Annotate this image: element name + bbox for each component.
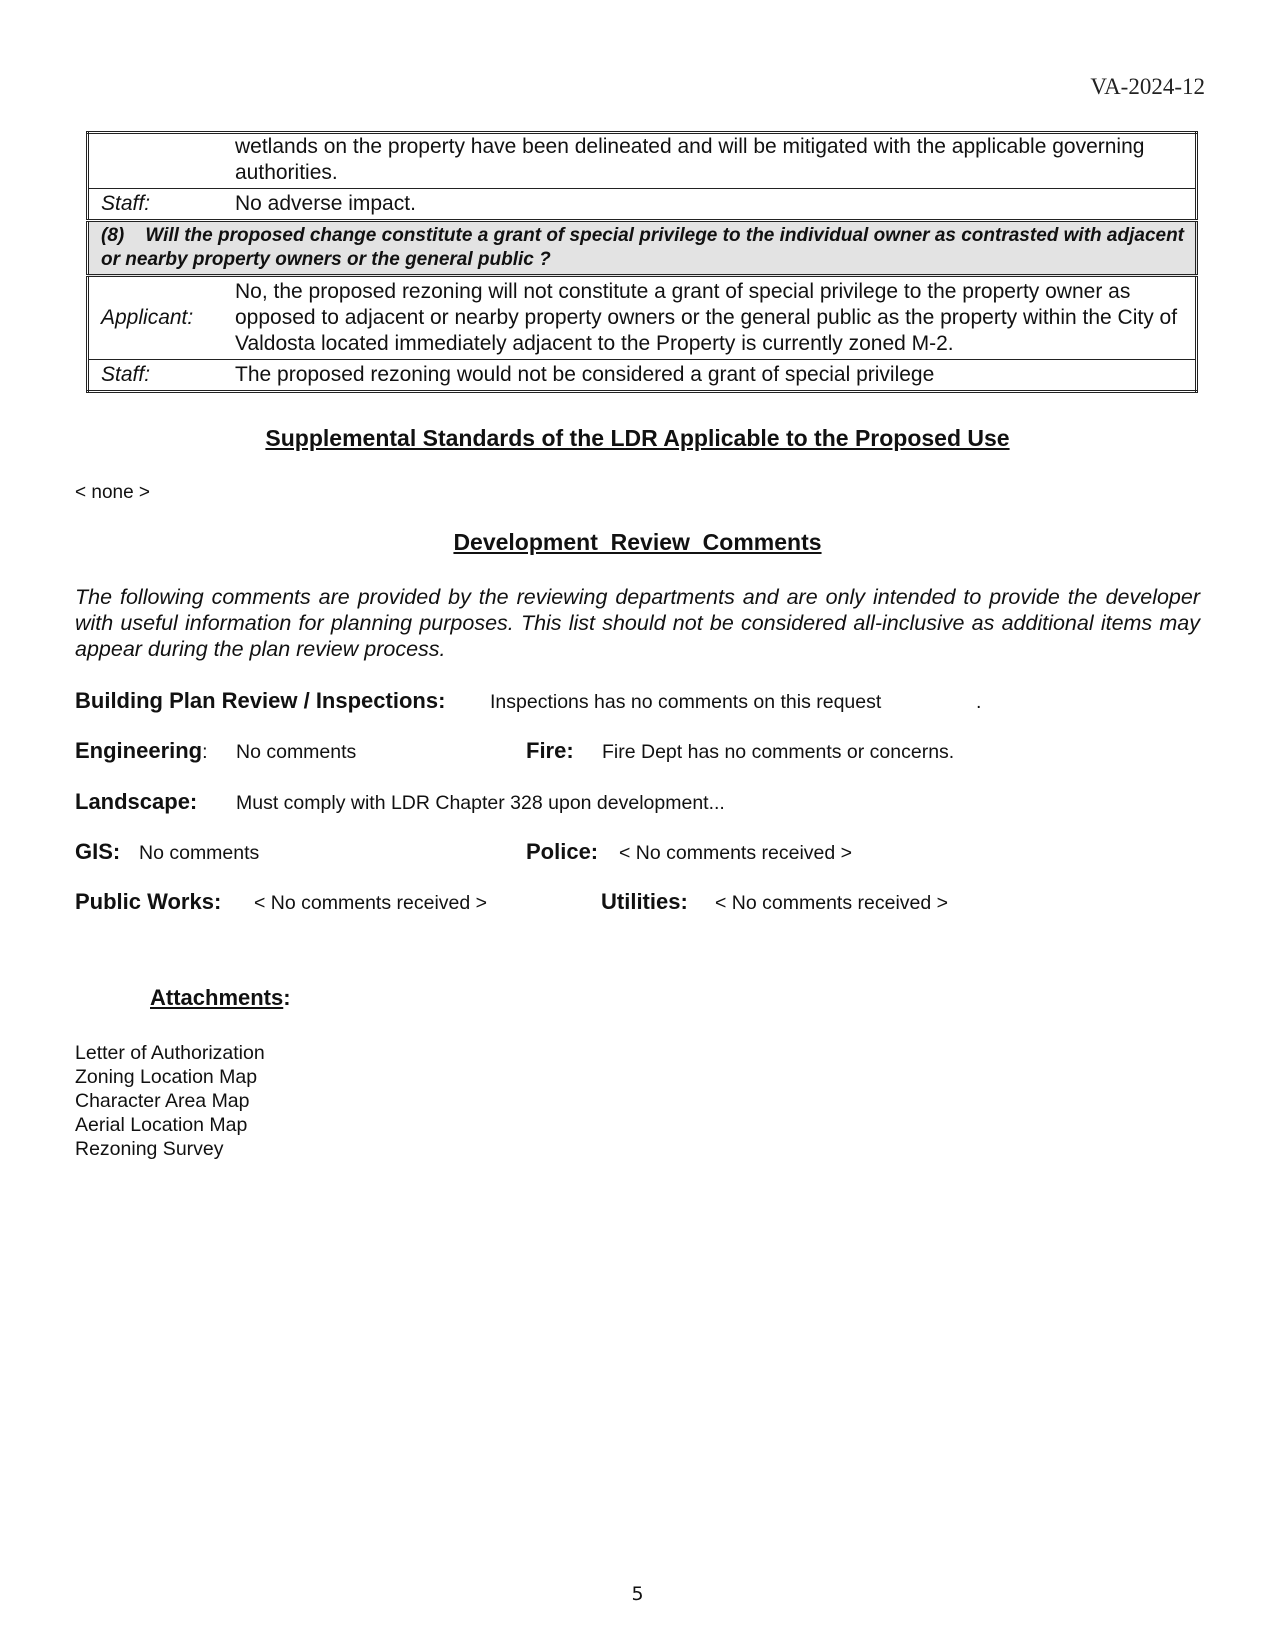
building-label: Building Plan Review / Inspections: — [75, 688, 446, 713]
utilities-label: Utilities: — [601, 889, 688, 914]
applicant-label: Applicant: — [88, 276, 224, 360]
fire-review — [526, 738, 574, 764]
public-works-comment-wrap — [254, 892, 487, 915]
table-row — [88, 276, 1197, 360]
utilities-comment-wrap — [715, 892, 948, 915]
fire-comment: Fire Dept has no comments or concerns. — [602, 741, 955, 763]
fire-comment-wrap — [602, 741, 954, 764]
applicant-response: No, the proposed rezoning will not constitute a grant of special privilege to the property owner as opposed to adjacent or nearby property owners or the general public as the property within the City of Valdosta located immediately adjacent to the Property is currently zoned M-2. — [223, 276, 1197, 360]
document-id: VA-2024-12 — [1090, 74, 1205, 99]
table-row — [88, 360, 1197, 392]
landscape-label: Landscape: — [75, 789, 198, 814]
police-review — [526, 839, 598, 865]
review-heading: Development Review Comments — [453, 529, 822, 555]
gis-label: GIS: — [75, 839, 121, 864]
police-label: Police: — [526, 839, 599, 864]
staff-response: The proposed rezoning would not be considered a grant of special privilege — [223, 360, 1197, 392]
public-works-comment: < No comments received > — [254, 892, 488, 914]
police-comment: < No comments received > — [619, 842, 853, 864]
supplemental-none: < none > — [75, 482, 151, 503]
list-item: Aerial Location Map — [75, 1114, 248, 1136]
engineering-label: Engineering — [75, 738, 203, 763]
list-item: Rezoning Survey — [75, 1138, 224, 1160]
police-comment-wrap — [619, 842, 852, 865]
utilities-comment: < No comments received > — [715, 892, 949, 914]
staff-label: Staff: — [88, 189, 224, 221]
building-comment: Inspections has no comments on this request — [490, 691, 882, 713]
role-cell-empty — [88, 133, 224, 189]
supplemental-heading: Supplemental Standards of the LDR Applicable to the Proposed Use — [265, 425, 1010, 451]
building-review — [75, 688, 445, 714]
list-item: Letter of Authorization — [75, 1042, 265, 1064]
table-row — [88, 221, 1197, 276]
table-row — [88, 189, 1197, 221]
gis-comment: No comments — [139, 842, 260, 864]
question-8: (8) Will the proposed change constitute a grant of special privilege to the individual owner as contrasted with adjacent or nearby property owners or the general public ? — [88, 221, 1197, 276]
page-number: 5 — [631, 1583, 644, 1605]
landscape-comment: Must comply with LDR Chapter 328 upon development... — [236, 792, 725, 814]
table-row — [88, 133, 1197, 189]
attachments-title — [150, 985, 291, 1011]
utilities-review — [601, 889, 688, 915]
gis-review — [75, 839, 120, 865]
engineering-review — [75, 738, 208, 764]
attachments-title-text: Attachments — [150, 985, 284, 1010]
engineering-comment-wrap — [236, 741, 356, 764]
staff-response: No adverse impact. — [223, 189, 1197, 221]
review-intro: The following comments are provided by the reviewing departments and are only intended to provide the developer with useful information for planning purposes. This list should not be considered all-inclusive as additional items may appear during the plan review process. — [75, 585, 1200, 661]
public-works-label: Public Works: — [75, 889, 222, 914]
list-item: Zoning Location Map — [75, 1066, 258, 1088]
gis-comment-wrap — [139, 842, 259, 865]
building-comment-wrap — [490, 691, 881, 714]
attachments-title-colon: : — [283, 985, 291, 1010]
building-trail: . — [976, 691, 982, 713]
building-trail-wrap — [976, 691, 981, 714]
public-works-review — [75, 889, 221, 915]
attachments-list — [75, 1041, 265, 1161]
criteria-table — [86, 131, 1198, 393]
engineering-comment: No comments — [236, 741, 357, 763]
fire-label: Fire: — [526, 738, 574, 763]
continued-text: wetlands on the property have been delineated and will be mitigated with the applicable governing authorities. — [223, 133, 1197, 189]
landscape-comment-wrap — [236, 792, 725, 815]
staff-label: Staff: — [88, 360, 224, 392]
list-item: Character Area Map — [75, 1090, 250, 1112]
engineering-colon: : — [202, 741, 208, 763]
landscape-review — [75, 789, 197, 815]
